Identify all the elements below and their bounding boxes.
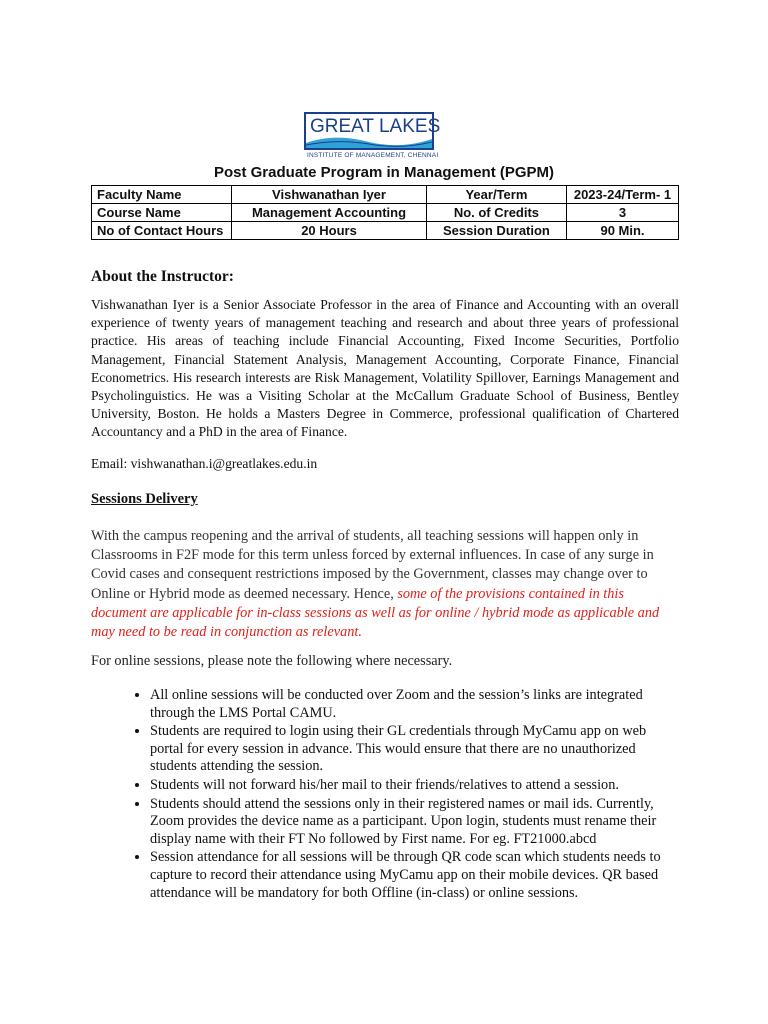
sessions-highlight: some of the provisions contained in this document are applicable for in-class sessions as well as for online / hybrid mode as applicable and may need to be read in conjunction as relevant <box>91 585 660 641</box>
logo-wordmark: GREAT LAKES <box>310 116 441 137</box>
contact-hours-label: No of Contact Hours <box>92 222 232 240</box>
sessions-heading: Sessions Delivery <box>91 491 198 507</box>
credits-value: 3 <box>567 204 679 222</box>
credits-label: No. of Credits <box>426 204 566 222</box>
about-heading: About the Instructor: <box>91 268 234 285</box>
year-term-label: Year/Term <box>426 186 566 204</box>
sessions-text: With the campus reopening and the arrival of students, all teaching sessions will happen only in Classrooms in F2F mode for this term unless forced by external influences. In case of any surge in Covid cases and consequent restrictions imposed by the Government, classes may change over to Online or Hybrid mode as deemed necessary. Hence, <box>91 528 654 602</box>
list-item: • Students should attend the sessions only in their registered names or mail ids. Currently, Zoom provides the device name as a participant. Upon login, students must rename their display name with their FT No followed by First name. For eg. FT21000.abcd <box>150 796 680 849</box>
about-paragraph: Vishwanathan Iyer is a Senior Associate Professor in the area of Finance and Accounting with an overall experience of twenty years of management teaching and research and about three years of professional practice. His areas of teaching include Financial Accounting, Fixed Income Securities, Portfolio Management, Financial Statement Analysis, Management Accounting, Corporate Finance, Financial Econometrics. His research interests are Risk Management, Volatility Spillover, Earnings Management and Psycholinguistics. He was a Visiting Scholar at the McCallum Graduate School of Business, Bentley University, Boston. He holds a Masters Degree in Commerce, professional qualification of Chartered Accountancy and a PhD in the area of Finance. <box>91 297 679 440</box>
faculty-name-value: Vishwanathan Iyer <box>232 186 427 204</box>
sessions-end: . <box>358 624 362 641</box>
sessions-paragraph <box>91 527 681 642</box>
table-row <box>92 186 679 204</box>
course-name-value: Management Accounting <box>232 204 427 222</box>
faculty-name-label: Faculty Name <box>92 186 232 204</box>
instructor-email[interactable]: Email: vishwanathan.i@greatlakes.edu.in <box>91 456 318 471</box>
list-item: • Students will not forward his/her mail to their friends/relatives to attend a session. <box>150 777 680 795</box>
program-title: Post Graduate Program in Management (PGPM) <box>213 164 555 181</box>
list-item: • Session attendance for all sessions will be through QR code scan which students needs to capture to record their attendance using MyCamu app on their mobile devices. QR based attendance will be mandatory for both Offline (in-class) or online sessions. <box>150 849 680 902</box>
session-duration-label: Session Duration <box>426 222 566 240</box>
list-item: • All online sessions will be conducted over Zoom and the session’s links are integrated through the LMS Portal CAMU. <box>150 687 680 722</box>
great-lakes-logo <box>304 112 441 162</box>
table-row <box>92 204 679 222</box>
course-info-table <box>91 185 679 240</box>
list-item: • Students are required to login using their GL credentials through MyCamu app on web portal for every session in advance. This would ensure that there are no unauthorized students attending the session. <box>150 723 680 776</box>
online-note: For online sessions, please note the following where necessary. <box>91 653 453 669</box>
logo-subtitle: INSTITUTE OF MANAGEMENT, CHENNAI <box>307 152 439 159</box>
contact-hours-value: 20 Hours <box>232 222 427 240</box>
online-rules-list <box>108 687 680 903</box>
course-name-label: Course Name <box>92 204 232 222</box>
table-row <box>92 222 679 240</box>
year-term-value: 2023-24/Term- 1 <box>567 186 679 204</box>
session-duration-value: 90 Min. <box>567 222 679 240</box>
